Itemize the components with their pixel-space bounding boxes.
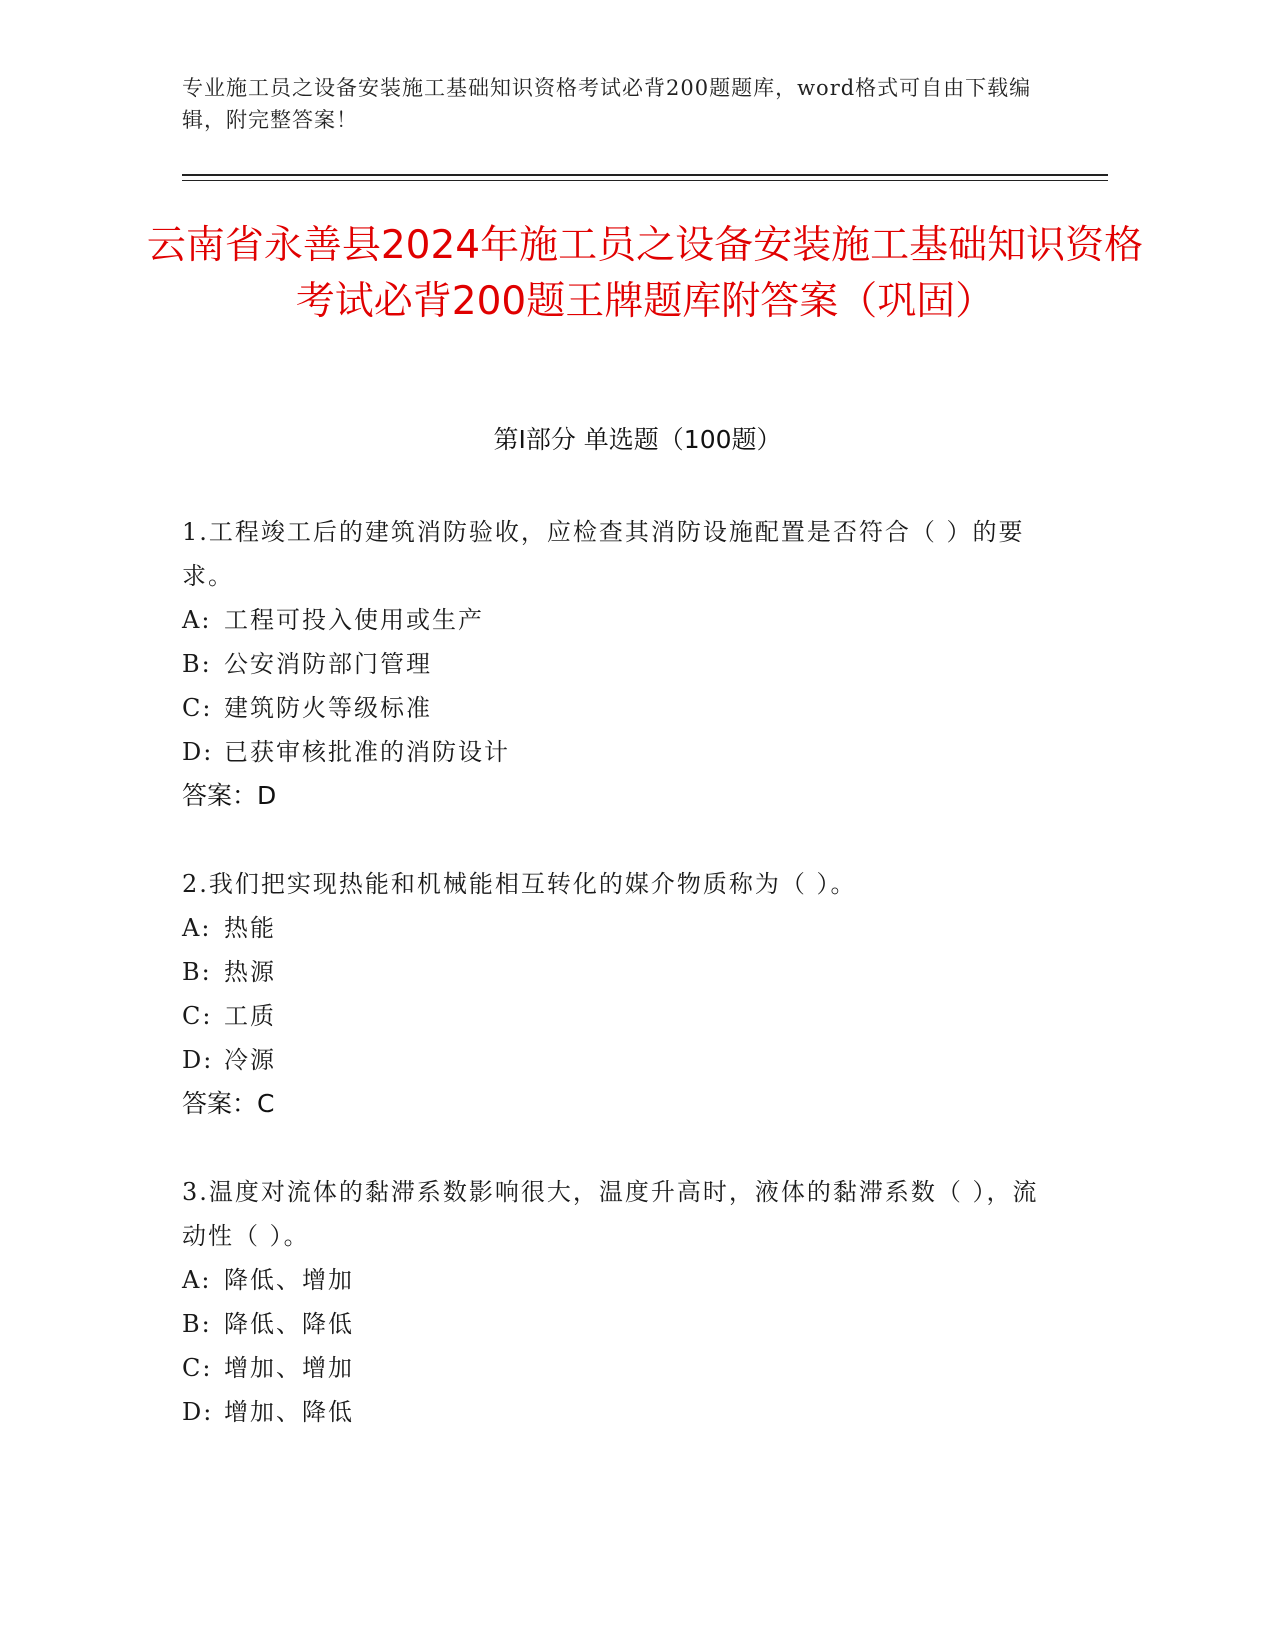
question-stem: 2.我们把实现热能和机械能相互转化的媒介物质称为（ ）。: [182, 870, 857, 898]
option-a: [182, 598, 1062, 642]
option-text: 增加、增加: [224, 1354, 354, 1382]
header-divider-thick: [182, 174, 1108, 176]
document-title: 云南省永善县2024年施工员之设备安装施工基础知识资格考试必背200题王牌题库附答案（巩固）: [146, 223, 1144, 324]
header-intro: 专业施工员之设备安装施工基础知识资格考试必背200题题库，word格式可自由下载编辑，附完整答案！: [182, 76, 1032, 132]
option-letter: B:: [182, 1310, 212, 1338]
option-b: [182, 950, 1062, 994]
option-letter: D:: [182, 1046, 214, 1074]
option-text: 降低、增加: [224, 1266, 354, 1294]
option-text: 冷源: [224, 1046, 276, 1074]
question-item: [182, 1170, 1062, 1434]
option-letter: A:: [182, 606, 212, 634]
option-letter: A:: [182, 1266, 212, 1294]
question-stem: 1.工程竣工后的建筑消防验收，应检查其消防设施配置是否符合（ ）的要求。: [182, 518, 1025, 590]
answer-line: 答案：C: [182, 1089, 275, 1118]
option-letter: C:: [182, 1354, 213, 1382]
option-a: [182, 906, 1062, 950]
option-text: 公安消防部门管理: [224, 650, 432, 678]
option-text: 工程可投入使用或生产: [224, 606, 484, 634]
option-text: 工质: [224, 1002, 276, 1030]
option-d: [182, 730, 1062, 774]
option-text: 热源: [224, 958, 276, 986]
option-text: 热能: [224, 914, 276, 942]
option-c: [182, 1346, 1062, 1390]
question-stem: 3.温度对流体的黏滞系数影响很大，温度升高时，液体的黏滞系数（ ），流动性（ ）。: [182, 1178, 1039, 1250]
option-d: [182, 1390, 1062, 1434]
option-text: 已获审核批准的消防设计: [224, 738, 510, 766]
question-item: [182, 510, 1062, 818]
option-d: [182, 1038, 1062, 1082]
question-item: [182, 862, 1062, 1126]
option-letter: A:: [182, 914, 212, 942]
option-a: [182, 1258, 1062, 1302]
option-b: [182, 642, 1062, 686]
option-text: 建筑防火等级标准: [224, 694, 432, 722]
option-letter: D:: [182, 1398, 214, 1426]
option-letter: C:: [182, 1002, 213, 1030]
option-letter: B:: [182, 650, 212, 678]
option-letter: D:: [182, 738, 214, 766]
option-letter: B:: [182, 958, 212, 986]
option-letter: C:: [182, 694, 213, 722]
answer-line: 答案：D: [182, 781, 277, 810]
option-text: 增加、降低: [224, 1398, 354, 1426]
question-list: [182, 510, 1062, 1478]
header-divider-thin: [182, 180, 1108, 181]
section-heading: 第I部分 单选题（100题）: [493, 425, 782, 454]
option-c: [182, 994, 1062, 1038]
option-text: 降低、降低: [224, 1310, 354, 1338]
option-c: [182, 686, 1062, 730]
option-b: [182, 1302, 1062, 1346]
